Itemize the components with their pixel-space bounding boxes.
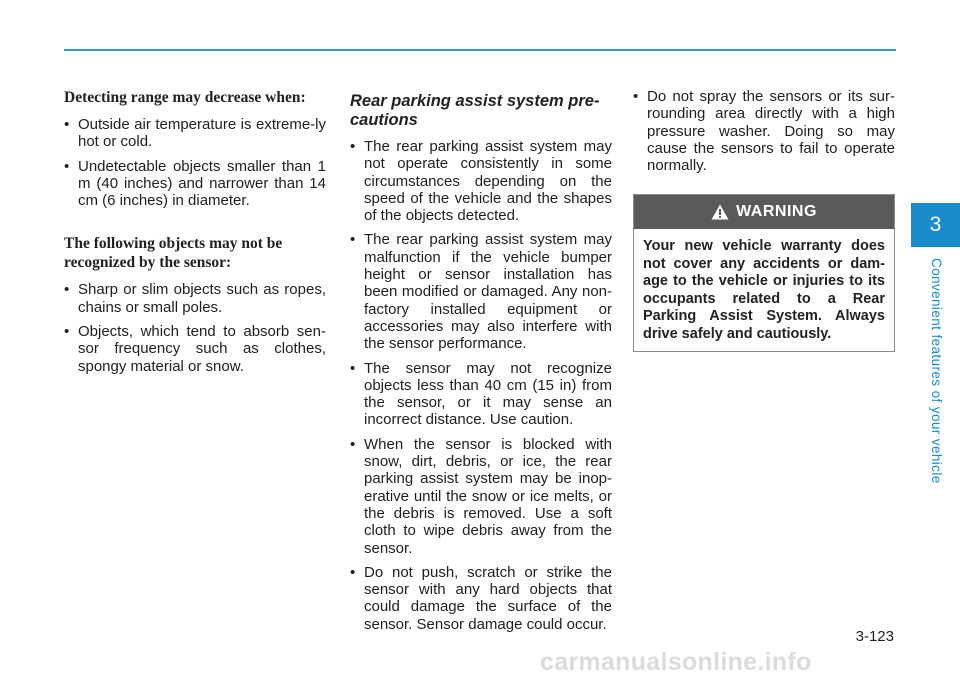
list-item: • The sensor may not recognize objects less than 40 cm (15 in) from the sensor, or it may sense an incorrect distance. Use caution.	[350, 360, 612, 429]
column-1	[64, 88, 326, 382]
washer-list	[633, 88, 895, 174]
list-item: • Do not push, scratch or strike the sensor with any hard objects that could damage the surface of the sensor. Sensor damage could occur.	[350, 564, 612, 633]
warning-box	[633, 194, 895, 352]
unrecognized-objects-heading: The following objects may not be recognized by the sensor:	[64, 235, 283, 272]
column-3	[633, 88, 895, 174]
chapter-tab: 3	[911, 203, 960, 247]
list-item: • Do not spray the sensors or its sur-rounding area directly with a high pressure washer. Doing so may cause the sensors to fail to operate normally.	[633, 88, 895, 174]
watermark: carmanualsonline.info	[540, 648, 812, 676]
precautions-list	[350, 138, 612, 633]
list-item: • Sharp or slim objects such as ropes, chains or small poles.	[64, 281, 326, 316]
warning-triangle-icon	[711, 204, 729, 220]
precautions-heading: Rear parking assist system pre-cautions	[350, 92, 600, 129]
list-item: • The rear parking assist system may not operate consistently in some circumstances depending on the speed of the vehicle and the shapes of the objects detected.	[350, 138, 612, 224]
detecting-range-heading: Detecting range may decrease when:	[64, 89, 306, 106]
warning-text: Your new vehicle warranty does not cover any accidents or dam-age to the vehicle or injuries to its occupants related to a Rear Parking Assist System. Always drive safely and cautiously.	[643, 238, 885, 342]
unrecognized-objects-list	[64, 281, 326, 374]
list-item: • Objects, which tend to absorb sen-sor frequency such as clothes, spongy material or snow.	[64, 323, 326, 375]
list-item: • Outside air temperature is extreme-ly hot or cold.	[64, 116, 326, 151]
column-2	[350, 88, 612, 640]
list-item: • The rear parking assist system may malfunction if the vehicle bumper height or sensor installation has been modified or damaged. Any non-factory installed equipment or accessories may also interfere with the sensor performance.	[350, 231, 612, 352]
warning-title: WARNING	[736, 203, 817, 220]
list-item: • When the sensor is blocked with snow, dirt, debris, or ice, the rear parking assist system may be inop-erative until the snow or ice melts, or the debris is removed. Use a soft cloth to wipe debris away from the sensor.	[350, 436, 612, 557]
chapter-title: Convenient features of your vehicle	[929, 258, 944, 484]
list-item: • Undetectable objects smaller than 1 m (40 inches) and narrower than 14 cm (6 inches) in diameter.	[64, 158, 326, 210]
detecting-range-list	[64, 116, 326, 209]
page-number: 3-123	[855, 628, 894, 645]
top-rule	[64, 49, 896, 51]
warning-header	[634, 195, 894, 229]
